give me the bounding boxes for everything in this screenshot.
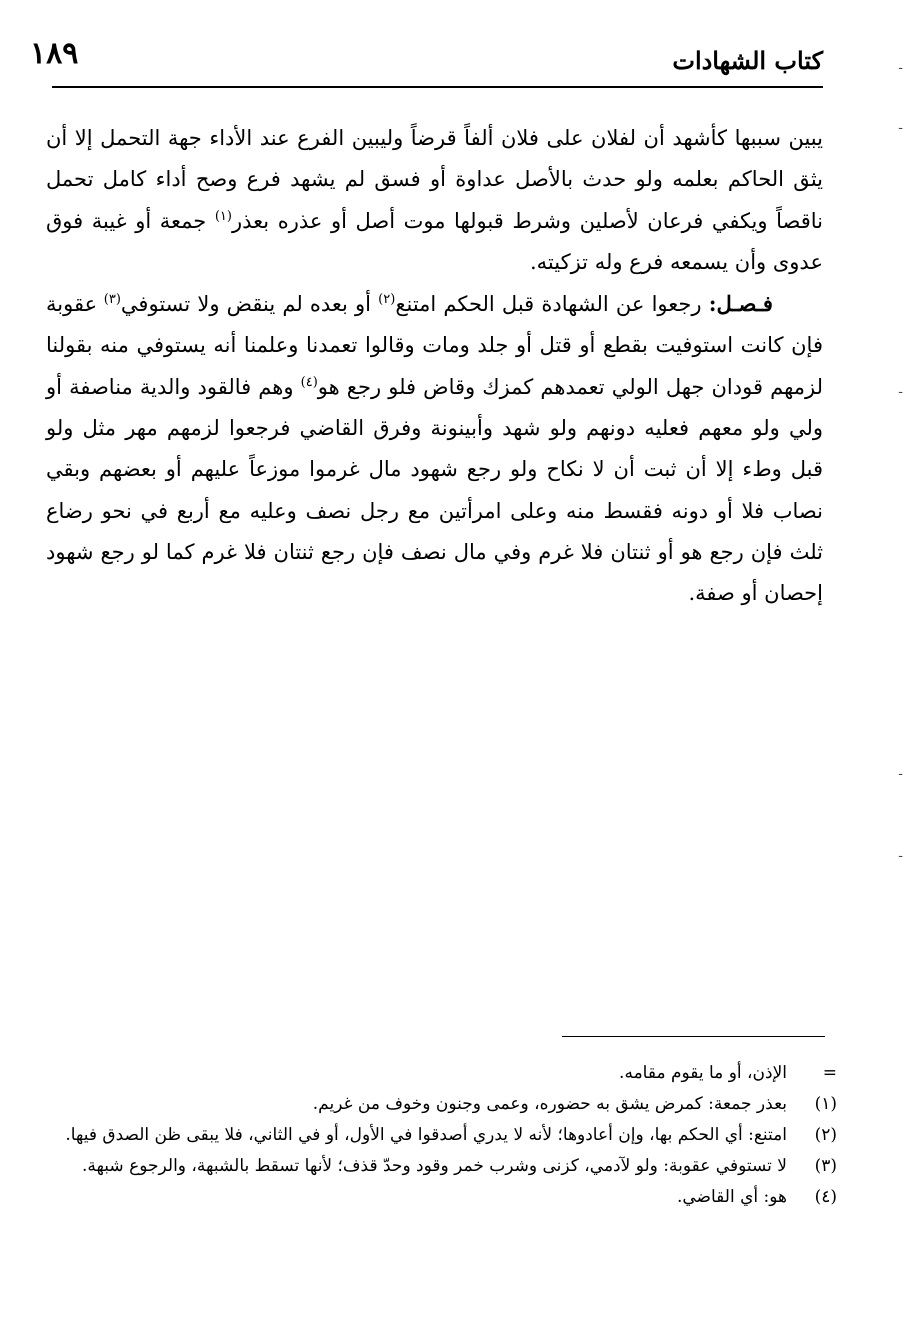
- paragraph-text: جمعة أو غيبة فوق عدوى وأن يسمعه فرع وله تزكيته.: [46, 208, 823, 274]
- paragraph-text: يبين سببها كأشهد أن لفلان على فلان ألفاً قرضاً وليبين الفرع عند الأداء جهة التحمل إلا أن يثق الحاكم بعلمه ولو حدث بالأصل عداوة أو فسق لم يشهد فرع وصح أداء كامل تحمل ناقصاً ويكفي فرعان لأصلين وشرط قبولها موت أصل أو عذره بعذر: [46, 126, 823, 233]
- footnote: [50, 1182, 837, 1213]
- page-number: ١٨٩: [30, 36, 79, 71]
- footnote: [50, 1058, 837, 1089]
- margin-mark: -: [898, 120, 903, 136]
- running-title: كتاب الشهادات: [672, 46, 823, 75]
- footnote-rule: [562, 1036, 825, 1037]
- margin-mark: -: [898, 384, 903, 400]
- footnotes: [50, 1058, 837, 1213]
- footnote-text: بعذر جمعة: كمرض يشق به حضوره، وعمى وجنون وخوف من غريم.: [312, 1094, 787, 1114]
- footnote-ref: (١): [214, 208, 232, 224]
- header-rule: [52, 86, 823, 88]
- footnote-marker: (٣): [814, 1156, 837, 1176]
- main-text: [46, 118, 823, 615]
- footnote-ref: (٢): [378, 292, 396, 308]
- footnote: [50, 1151, 837, 1182]
- paragraph-text: رجعوا عن الشهادة قبل الحكم امتنع: [395, 292, 709, 317]
- footnote-marker: (١): [814, 1094, 837, 1114]
- footnote-ref: (٣): [103, 292, 121, 308]
- paragraph-text: وهم فالقود والدية مناصفة أو ولي ولو معهم فعليه دونهم ولو شهد وأبينونة وفرق القاضي فرجعوا لزمهم مهر مثل ولو قبل وطء إلا أن ثبت أن لا نكاح ولو رجع شهود مال غرموا موزعاً عليهم أو بعضهم وبقي نصاب فلا أو دونه فقسط منه وعلى امرأتين مع رجل نصف وعليه مع أربع في نحو رضاع ثلث فإن رجع هو أو ثنتان فلا غرم وفي مال نصف فإن رجع ثنتان فلا غرم كما لو رجع شهود إحصان أو صفة.: [46, 374, 823, 606]
- margin-mark: -: [898, 848, 903, 864]
- footnote-ref: (٤): [300, 374, 318, 390]
- margin-mark: -: [898, 766, 903, 782]
- footnote-text: الإذن، أو ما يقوم مقامه.: [619, 1063, 787, 1083]
- paragraph: [46, 118, 823, 283]
- footnote-marker: =: [822, 1063, 837, 1083]
- footnote-text: امتنع: أي الحكم بها، وإن أعادوها؛ لأنه لا يدري أصدقوا في الأول، أو في الثاني، فلا يبقى ظن الصدق فيها.: [65, 1125, 787, 1145]
- paragraph: [46, 283, 823, 614]
- paragraph-text: عقوبة فإن كانت استوفيت بقطع أو قتل أو جلد ومات وقالوا تعمدنا وعلمنا أنه يستوفي منه بقولنا لزمهم قودان جهل الولي تعمدهم كمزك وقاض فلو رجع هو: [46, 292, 824, 399]
- paragraph-text: أو بعده لم ينقض ولا تستوفي: [120, 292, 379, 317]
- margin-mark: -: [898, 60, 903, 76]
- footnote-text: هو: أي القاضي.: [676, 1187, 787, 1207]
- footnote-marker: (٤): [814, 1187, 837, 1207]
- section-label: فـصـل:: [708, 291, 773, 317]
- footnote-marker: (٢): [814, 1125, 837, 1145]
- footnote: [50, 1120, 837, 1151]
- footnote: [50, 1089, 837, 1120]
- footnote-text: لا تستوفي عقوبة: ولو لآدمي، كزنى وشرب خمر وقود وحدّ قذف؛ لأنها تسقط بالشبهة، والرجوع شبهة.: [81, 1156, 787, 1176]
